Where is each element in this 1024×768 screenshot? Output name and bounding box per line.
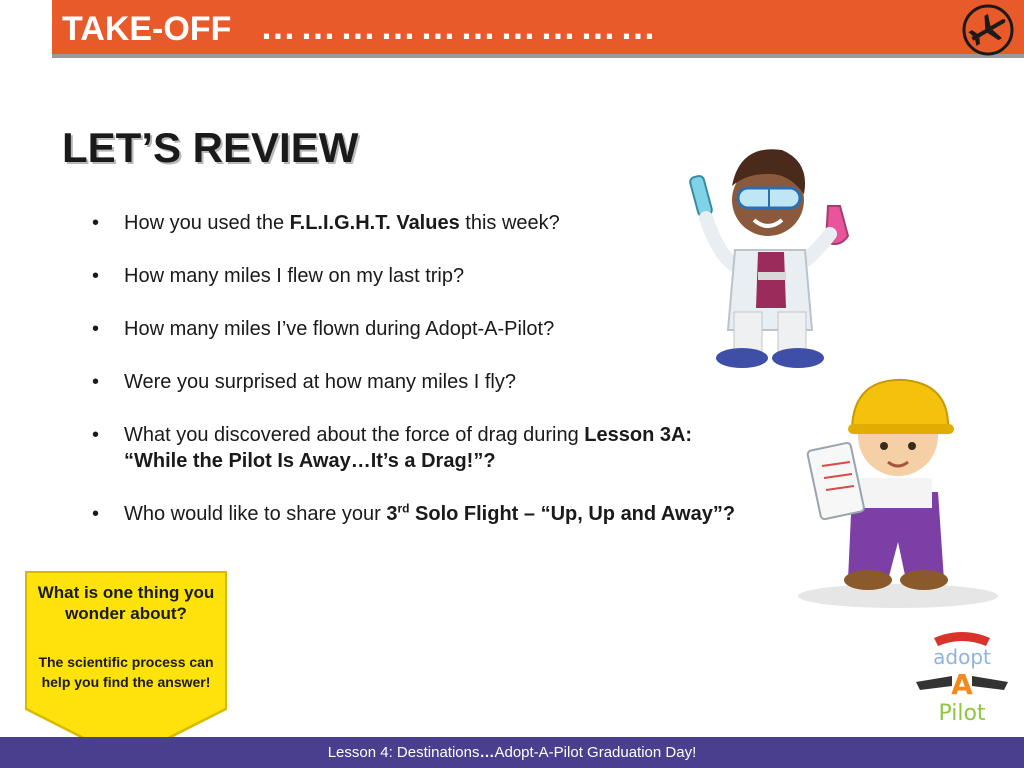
list-item: • Who would like to share your 3rd Solo Flight – “Up, Up and Away”?: [92, 501, 736, 525]
header-title: TAKE-OFF: [62, 10, 232, 48]
list-item: • What you discovered about the force of drag during Lesson 3A: “While the Pilot Is Away…It’s a Drag!”?: [92, 424, 693, 472]
construction-character-illustration: [788, 372, 1002, 612]
footer-text: Lesson 4: Destinations…Adopt-A-Pilot Graduation Day!: [327, 744, 697, 761]
svg-text:A: A: [951, 668, 973, 701]
svg-text:adopt: adopt: [933, 645, 991, 669]
list-item: • How you used the F.L.I.G.H.T. Values this week?: [92, 212, 560, 234]
header-bar: [52, 0, 1024, 58]
header-dots: …………………………: [260, 6, 660, 47]
airplane-icon: [962, 4, 1014, 56]
page-title: LET’S REVIEW: [62, 124, 359, 171]
callout-answer: The scientific process can help you find the answer!: [38, 654, 214, 690]
adopt-a-pilot-logo: [912, 624, 1012, 724]
footer-bar: [0, 737, 1024, 768]
review-list: [92, 210, 752, 554]
list-item: • How many miles I’ve flown during Adopt-A-Pilot?: [92, 318, 555, 340]
list-item: • Were you surprised at how many miles I fly?: [92, 371, 517, 393]
callout-question: What is one thing you wonder about?: [37, 583, 215, 623]
list-item: • How many miles I flew on my last trip?: [92, 265, 465, 287]
svg-text:Pilot: Pilot: [938, 701, 986, 724]
scientist-character-illustration: [680, 140, 870, 375]
